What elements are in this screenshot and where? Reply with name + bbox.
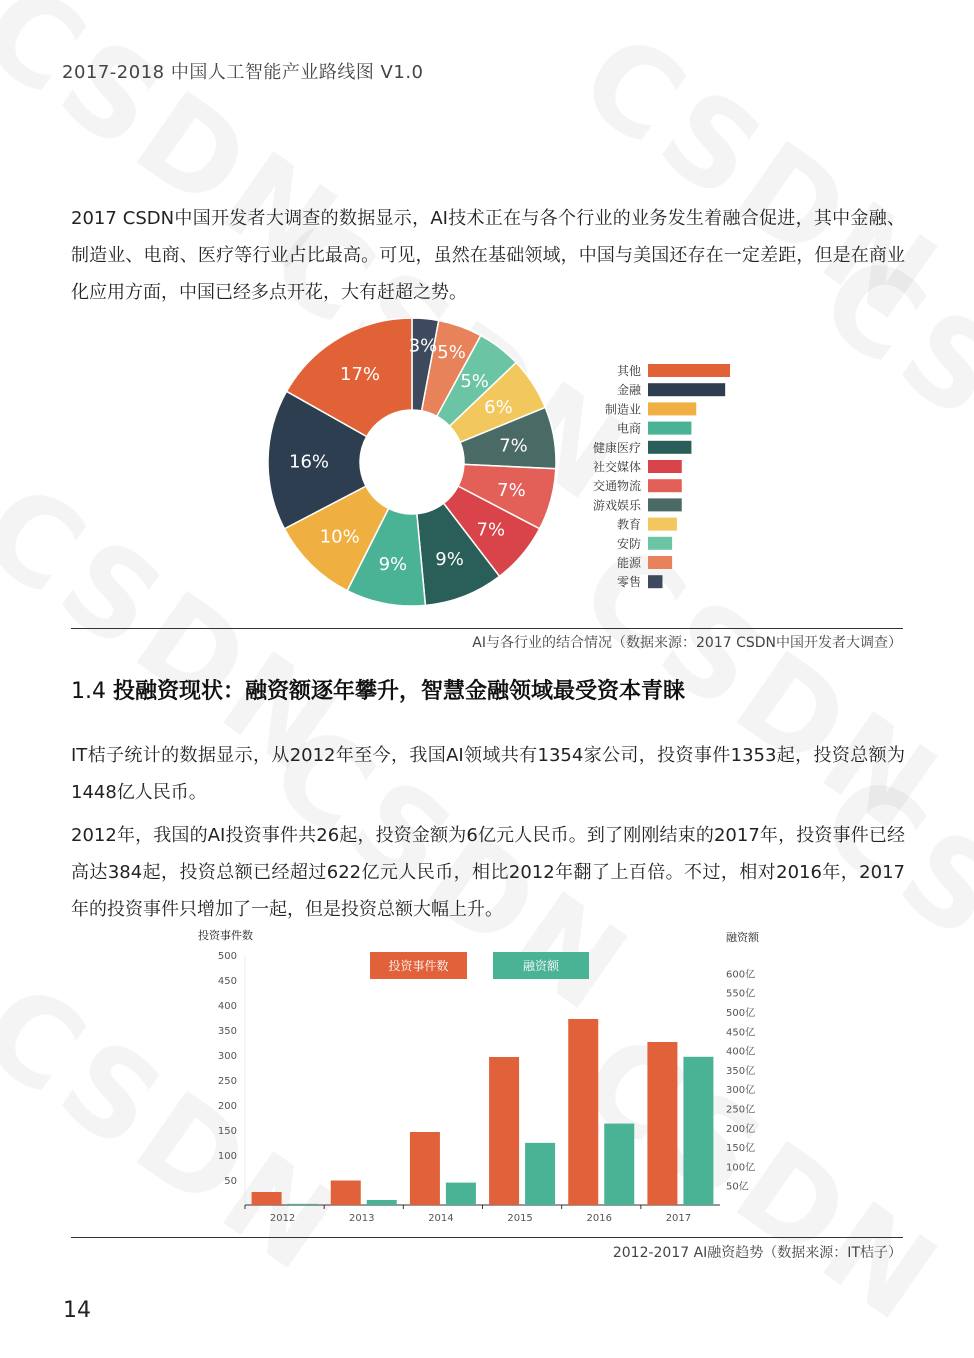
- legend-bar: [648, 518, 677, 531]
- bar-investment-count: [252, 1192, 282, 1205]
- legend-label: 电商: [616, 421, 641, 436]
- industry-donut-chart: [260, 318, 740, 618]
- right-axis-tick: 250亿: [726, 1104, 756, 1116]
- left-axis-tick: 50: [224, 1176, 237, 1187]
- bar-funding-amount: [288, 1204, 318, 1205]
- legend-label: 金融: [616, 383, 641, 398]
- legend-bar: [648, 556, 672, 569]
- legend-bar: [648, 441, 691, 454]
- intro-paragraph: 2017 CSDN中国开发者大调查的数据显示，AI技术正在与各个行业的业务发生着融合促进，其中金融、制造业、电商、医疗等行业占比最高。可见，虽然在基础领域，中国与美国还存在一定差距，但是在商业化应用方面，中国已经多点开花，大有赶超之势。: [71, 208, 905, 303]
- left-axis-tick: 450: [217, 976, 237, 987]
- pie-slice-label: 10%: [319, 526, 360, 548]
- pie-slice-label: 3%: [408, 335, 438, 357]
- section-number: 1.4: [71, 679, 106, 704]
- funding-trend-bar-chart: [190, 925, 780, 1230]
- bar-funding-amount: [525, 1143, 555, 1205]
- x-axis-tick: 2017: [665, 1213, 692, 1224]
- caption-rule: [71, 628, 903, 629]
- x-axis-tick: 2014: [428, 1213, 454, 1224]
- right-axis-tick: 300亿: [726, 1085, 756, 1097]
- left-axis-tick: 200: [217, 1101, 237, 1112]
- legend-label: 融资额: [522, 959, 560, 973]
- legend-bar: [648, 402, 696, 415]
- pie-slice-label: 5%: [460, 371, 489, 393]
- caption-rule: [71, 1237, 903, 1238]
- document-header-title: 2017-2018 中国人工智能产业路线图 V1.0: [62, 62, 424, 83]
- legend-label: 教育: [616, 517, 641, 532]
- legend-label: 社交媒体: [592, 460, 641, 474]
- bar-funding-amount: [604, 1124, 634, 1205]
- section-heading: [71, 674, 685, 705]
- left-axis-tick: 500: [217, 951, 237, 962]
- legend-label: 游戏娱乐: [592, 498, 641, 513]
- right-axis-tick: 200亿: [726, 1123, 756, 1135]
- left-axis-tick: 350: [217, 1026, 237, 1037]
- right-axis-tick: 100亿: [726, 1162, 756, 1174]
- right-axis-tick: 450亿: [726, 1027, 756, 1039]
- right-axis-tick: 500亿: [726, 1008, 756, 1019]
- bar-investment-count: [331, 1181, 361, 1206]
- pie-slice-label: 16%: [289, 451, 330, 473]
- pie-slice-label: 17%: [340, 364, 381, 386]
- x-axis-tick: 2016: [586, 1213, 612, 1224]
- pie-slice-label: 7%: [497, 479, 526, 501]
- bar-chart-caption: 2012-2017 AI融资趋势（数据来源：IT桔子）: [612, 1245, 902, 1261]
- pie-slice-label: 9%: [435, 548, 464, 570]
- bar-investment-count: [647, 1042, 677, 1205]
- left-axis-tick: 300: [217, 1051, 237, 1062]
- legend-bar: [648, 383, 725, 396]
- legend-bar: [648, 479, 682, 492]
- page-number: 14: [63, 1298, 91, 1323]
- legend-bar: [648, 537, 672, 550]
- bar-funding-amount: [446, 1183, 476, 1205]
- x-axis-tick: 2012: [269, 1213, 296, 1224]
- left-axis-tick: 400: [217, 1001, 237, 1012]
- left-axis-tick: 250: [217, 1076, 237, 1087]
- right-axis-tick: 150亿: [726, 1143, 756, 1155]
- pie-slice-label: 5%: [437, 341, 466, 363]
- right-axis-title: 融资额: [726, 931, 759, 944]
- section-title: 投融资现状：融资额逐年攀升，智慧金融领域最受资本青睐: [113, 679, 686, 704]
- left-axis-tick: 100: [217, 1151, 237, 1162]
- pie-slice-label: 7%: [499, 435, 528, 457]
- legend-label: 健康医疗: [592, 440, 641, 455]
- legend-label: 制造业: [604, 402, 641, 417]
- pie-slice-label: 9%: [378, 554, 408, 576]
- legend-bar: [648, 498, 682, 511]
- bar-investment-count: [410, 1132, 440, 1205]
- paragraph-statistics: IT桔子统计的数据显示，从2012年至今，我国AI领域共有1354家公司，投资事件1353起，投资总额为1448亿人民币。: [71, 745, 905, 803]
- pie-chart-caption: AI与各行业的结合情况（数据来源：2017 CSDN中国开发者大调查）: [472, 635, 902, 651]
- paragraph-trend: 2012年，我国的AI投资事件共26起，投资金额为6亿元人民币。到了刚刚结束的2017年，投资事件已经高达384起，投资总额已经超过622亿元人民币，相比2012年翻了上百倍。不过，相对2016年，2017年的投资事件只增加了一起，但是投资总额大幅上升。: [71, 825, 905, 920]
- right-axis-tick: 400亿: [726, 1046, 756, 1058]
- bar-investment-count: [489, 1057, 519, 1205]
- right-axis-tick: 550亿: [726, 988, 756, 1000]
- legend-bar: [648, 364, 730, 377]
- bar-investment-count: [568, 1019, 598, 1205]
- bar-funding-amount: [367, 1200, 397, 1205]
- pie-slice-label: 7%: [476, 519, 506, 541]
- legend-label: 其他: [616, 364, 641, 378]
- pie-slice-label: 6%: [484, 396, 513, 418]
- x-axis-tick: 2015: [507, 1213, 533, 1224]
- right-axis-tick: 600亿: [726, 969, 756, 981]
- legend-bar: [648, 460, 682, 473]
- legend-bar: [648, 575, 662, 588]
- right-axis-tick: 350亿: [726, 1065, 756, 1077]
- legend-label: 投资事件数: [388, 959, 449, 973]
- right-axis-tick: 50亿: [726, 1181, 749, 1193]
- legend-label: 能源: [616, 556, 641, 570]
- legend-label: 交通物流: [592, 479, 641, 494]
- x-axis-tick: 2013: [349, 1213, 375, 1224]
- left-axis-title: 投资事件数: [198, 929, 253, 942]
- left-axis-tick: 150: [217, 1126, 237, 1137]
- legend-bar: [648, 422, 691, 435]
- legend-label: 安防: [616, 536, 641, 551]
- bar-funding-amount: [683, 1057, 713, 1205]
- legend-label: 零售: [616, 575, 641, 590]
